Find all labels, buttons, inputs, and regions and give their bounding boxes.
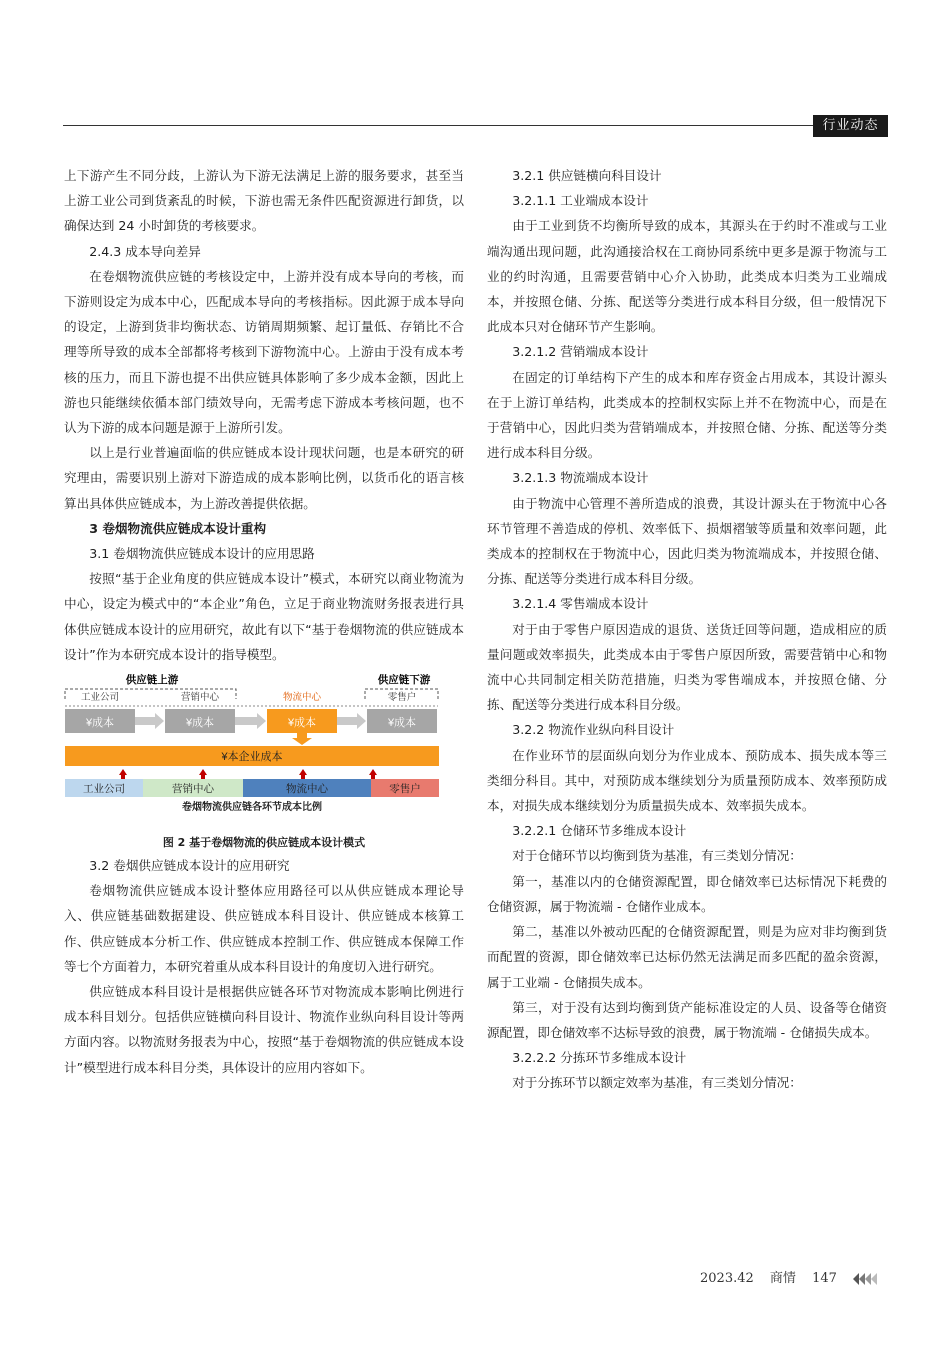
paragraph: 由于工业到货不均衡所导致的成本，其源头在于约时不准或与工业端沟通出现问题，此沟通接洽权在工商协同系统中更多是源于物流与工业的约时沟通，且需要营销中心介入协助，此类成本归类为工业端成本，并按照仓储、分拣、配送等分类进行成本科目分级，但一般情况下此成本只对仓储环节产生影响。 [487,218,887,335]
heading-3-2-2-1: 3.2.2.1 仓储环节多维成本设计 [512,823,687,839]
issue-number: 2023.42 [700,1271,754,1286]
section-tag: 行业动态 [813,115,888,137]
arrow-up-icon [119,769,127,779]
arrow-down-icon [292,733,312,745]
arrow-up-icon [369,769,377,779]
node-name: 零售户 [387,692,417,704]
cost-label: ¥成本 [287,717,317,730]
cost-label: ¥成本 [185,717,215,730]
paragraph: 上下游产生不同分歧，上游认为下游无法满足上游的服务要求，甚至当上游工业公司到货紊乱的时候，下游也需无条件匹配资源进行卸货，以确保达到 24 小时卸货的考核要求。 [64,168,464,234]
arrow-right-icon [135,713,164,729]
figure-diagram [64,671,464,833]
journal-name: 商情 [769,1271,796,1286]
paragraph: 在作业环节的层面纵向划分为作业成本、预防成本、损失成本等三类细分科目。其中，对预防成本继续划分为质量预防成本、效率预防成本，对损失成本继续划分为质量损失成本、效率损失成本。 [487,747,887,814]
heading-3-2: 3.2 卷烟供应链成本设计的应用研究 [89,858,290,874]
heading-2-4-3: 2.4.3 成本导向差异 [89,243,201,259]
paragraph: 第二，基准以外被动匹配的仓储资源配置，则是为应对非均衡到货而配置的资源，即仓储效率已达标仍然无法满足而多匹配的盈余资源，属于工业端 - 仓储损失成本。 [487,924,887,990]
paragraph: 由于物流中心管理不善所造成的浪费，其设计源头在于物流中心各环节管理不善造成的停机、效率低下、损烟褶皱等质量和效率问题，此类成本的控制权在于物流中心，因此归类为物流端成本，并按照仓储、分拣、配送等分类进行成本科目分级。 [487,495,887,587]
cost-label: ¥成本 [387,717,417,730]
chevron-left-decoration-icon [853,1273,877,1285]
upstream-label: 供应链上游 [125,674,179,687]
paragraph: 对于仓储环节以均衡到货为基准，有三类划分情况： [512,848,802,864]
page-number: 147 [812,1271,837,1286]
paragraph: 卷烟物流供应链成本设计整体应用路径可以从供应链成本理论导入、供应链基础数据建设、供应链成本科目设计、供应链成本核算工作、供应链成本分析工作、供应链成本控制工作、供应链成本保障工作等七个方面着力，本研究着重从成本科目设计的角度切入进行研究。 [64,883,464,974]
segment-label: 零售户 [389,783,421,796]
figure-2 [64,671,464,833]
node-name: 工业公司 [80,692,120,704]
paragraph: 供应链成本科目设计是根据供应链各环节对物流成本影响比例进行成本科目划分。包括供应链横向科目设计、物流作业纵向科目设计等两方面内容。以物流财务报表为中心，按照“基于卷烟物流的供应链成本设计”模型进行成本科目分类，具体设计的应用内容如下。 [64,984,464,1075]
page-footer [700,1267,877,1286]
arrow-right-icon [337,713,366,729]
heading-3-2-1-4: 3.2.1.4 零售端成本设计 [512,596,649,612]
paragraph: 第三，对于没有达到均衡到货产能标准设定的人员、设备等仓储资源配置，即仓储效率不达标导致的浪费，属于物流端 - 仓储损失成本。 [487,999,887,1040]
node-name: 营销中心 [180,692,220,704]
heading-3: 3 卷烟物流供应链成本设计重构 [89,520,267,536]
paragraph: 在固定的订单结构下产生的成本和库存资金占用成本，其设计源头在于上游订单结构，此类成本的控制权实际上并不在物流中心，而是在于营销中心，因此归类为营销端成本，并按照仓储、分拣、配送等分类进行成本科目分级。 [487,369,887,461]
paragraph: 对于分拣环节以额定效率为基准，有三类划分情况： [512,1075,802,1091]
company-cost-label: ¥本企业成本 [221,751,283,764]
heading-3-2-1-1: 3.2.1.1 工业端成本设计 [512,193,649,209]
figure-inner-caption: 卷烟物流供应链各环节成本比例 [182,802,322,814]
paragraph: 以上是行业普遍面临的供应链成本设计现状问题，也是本研究的研究理由，需要识别上游对下游造成的成本影响比例，以货币化的语言核算出具体供应链成本，为上游改善提供依据。 [64,445,464,511]
figure-caption: 图 2 基于卷烟物流的供应链成本设计模式 [162,836,366,850]
segment-label: 工业公司 [83,783,125,796]
arrow-up-icon [299,769,307,779]
header-rule [63,125,888,126]
node-name: 物流中心 [282,692,322,704]
right-column [487,163,887,1096]
cost-label: ¥成本 [85,717,115,730]
heading-3-2-2: 3.2.2 物流作业纵向科目设计 [512,722,675,738]
paragraph: 对于由于零售户原因造成的退货、送货迁回等问题，造成相应的质量问题或效率损失，此类成本由于零售户原因所致，需要营销中心和物流中心共同制定相关防范措施，归类为零售端成本，并按照仓储、分拣、配送等分类进行成本科目分级。 [487,621,887,713]
heading-3-2-1: 3.2.1 供应链横向科目设计 [512,168,662,183]
segment-label: 营销中心 [172,783,214,796]
downstream-label: 供应链下游 [377,674,431,687]
paragraph: 按照“基于企业角度的供应链成本设计”模式，本研究以商业物流为中心，设定为模式中的“本企业”角色，立足于商业物流财务报表进行具体供应链成本设计的应用研究，故此有以下“基于卷烟物流的供应链成本设计”作为本研究成本设计的指导模型。 [64,571,464,662]
paragraph: 在卷烟物流供应链的考核设定中，上游并没有成本导向的考核，而下游则设定为成本中心，匹配成本导向的考核指标。因此源于成本导向的设定，上游到货非均衡状态、访销周期频繁、起订量低、存销比不合理等所导致的成本全部都将考核到下游物流中心。上游由于没有成本考核的压力，而且下游也提不出供应链具体影响了多少成本金额，因此上游也只能继续依循本部门绩效导向，无需考虑下游成本考核问题，也不认为下游的成本问题是源于上游所引发。 [64,268,464,436]
heading-3-2-1-2: 3.2.1.2 营销端成本设计 [512,344,649,360]
segment-label: 物流中心 [286,783,328,796]
heading-3-2-2-2: 3.2.2.2 分拣环节多维成本设计 [512,1050,687,1066]
left-column [64,163,464,1080]
arrow-up-icon [199,769,207,779]
heading-3-2-1-3: 3.2.1.3 物流端成本设计 [512,470,649,486]
paragraph: 第一，基准以内的仓储资源配置，即仓储效率已达标情况下耗费的仓储资源，属于物流端 - 仓储作业成本。 [487,873,887,914]
arrow-right-icon [235,713,266,729]
heading-3-1: 3.1 卷烟物流供应链成本设计的应用思路 [89,546,315,562]
